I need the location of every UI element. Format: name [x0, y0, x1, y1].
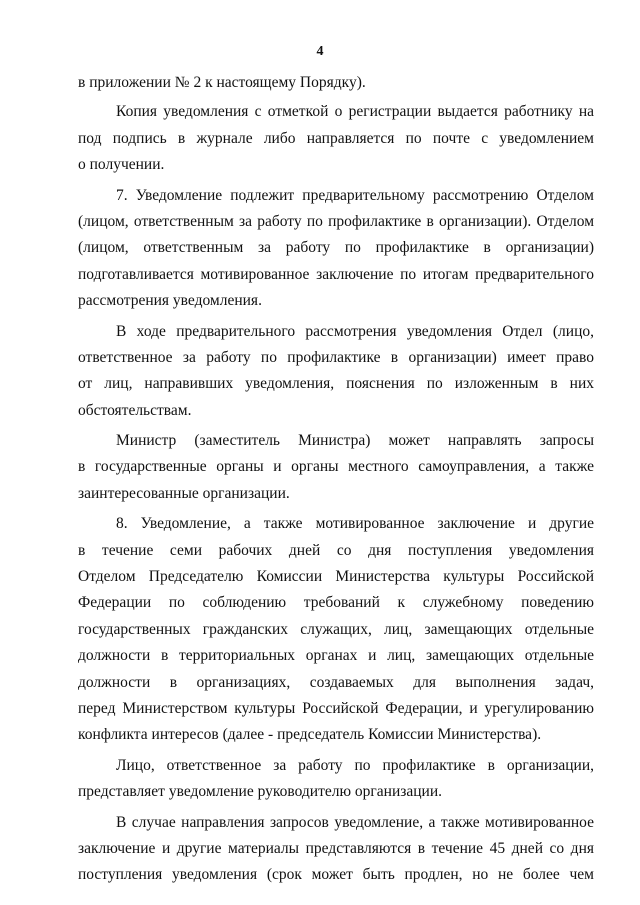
text-line: под подпись в журнале либо направляется по почте с уведомлением [78, 129, 594, 147]
text-line: в течение семи рабочих дней со дня поступления уведомления [78, 541, 594, 559]
text-line: поступления уведомления (срок может быть продлен, но не более чем [78, 866, 594, 884]
text-line: обстоятельствам. [78, 401, 192, 419]
text-line: Лицо, ответственное за работу по профилактике в организации, [116, 756, 594, 774]
text-line: подготавливается мотивированное заключение по итогам предварительного [78, 265, 594, 283]
text-line: в государственные органы и органы местного самоуправления, а также [78, 458, 594, 476]
text-line: рассмотрения уведомления. [78, 292, 262, 310]
text-line: 7. Уведомление подлежит предварительному рассмотрению Отделом [116, 186, 594, 204]
page-number: 4 [316, 44, 324, 59]
document-body [78, 70, 594, 889]
text-line: В случае направления запросов уведомление, а также мотивированное [116, 813, 594, 831]
text-line: Министр (заместитель Министра) может направлять запросы [116, 432, 594, 450]
text-line: должности в организациях, создаваемых для выполнения задач, [78, 673, 594, 691]
text-line: перед Министерством культуры Российской Федерации, и урегулированию [78, 699, 594, 717]
text-line: о получении. [78, 156, 165, 174]
text-line: заключение и другие материалы представляются в течение 45 дней со дня [78, 839, 594, 857]
text-line: представляет уведомление руководителю организации. [78, 783, 443, 801]
text-line: ответственное за работу по профилактике в организации) имеет право [78, 348, 594, 366]
text-line: конфликта интересов (далее - председатель Комиссии Министерства). [78, 726, 542, 744]
text-line: (лицом, ответственным за работу по профилактике в организации). Отделом [78, 212, 594, 230]
text-line: в приложении № 2 к настоящему Порядку). [78, 74, 366, 91]
text-line: заинтересованные организации. [78, 484, 290, 502]
text-line: должности в территориальных органах и лиц, замещающих отдельные [78, 647, 594, 665]
text-line: (лицом, ответственным за работу по профилактике в организации) [78, 239, 594, 257]
text-line: 8. Уведомление, а также мотивированное заключение и другие [116, 515, 594, 533]
text-line: государственных гражданских служащих, лиц, замещающих отдельные [78, 620, 594, 638]
text-line: В ходе предварительного рассмотрения уведомления Отдел (лицо, [116, 322, 594, 340]
text-line: от лиц, направивших уведомления, пояснения по изложенным в них [78, 375, 594, 393]
text-line: Федерации по соблюдению требований к служебному поведению [78, 594, 594, 612]
text-line: Отделом Председателю Комиссии Министерства культуры Российской [78, 568, 594, 586]
text-line: Копия уведомления с отметкой о регистрации выдается работнику на [116, 103, 594, 121]
